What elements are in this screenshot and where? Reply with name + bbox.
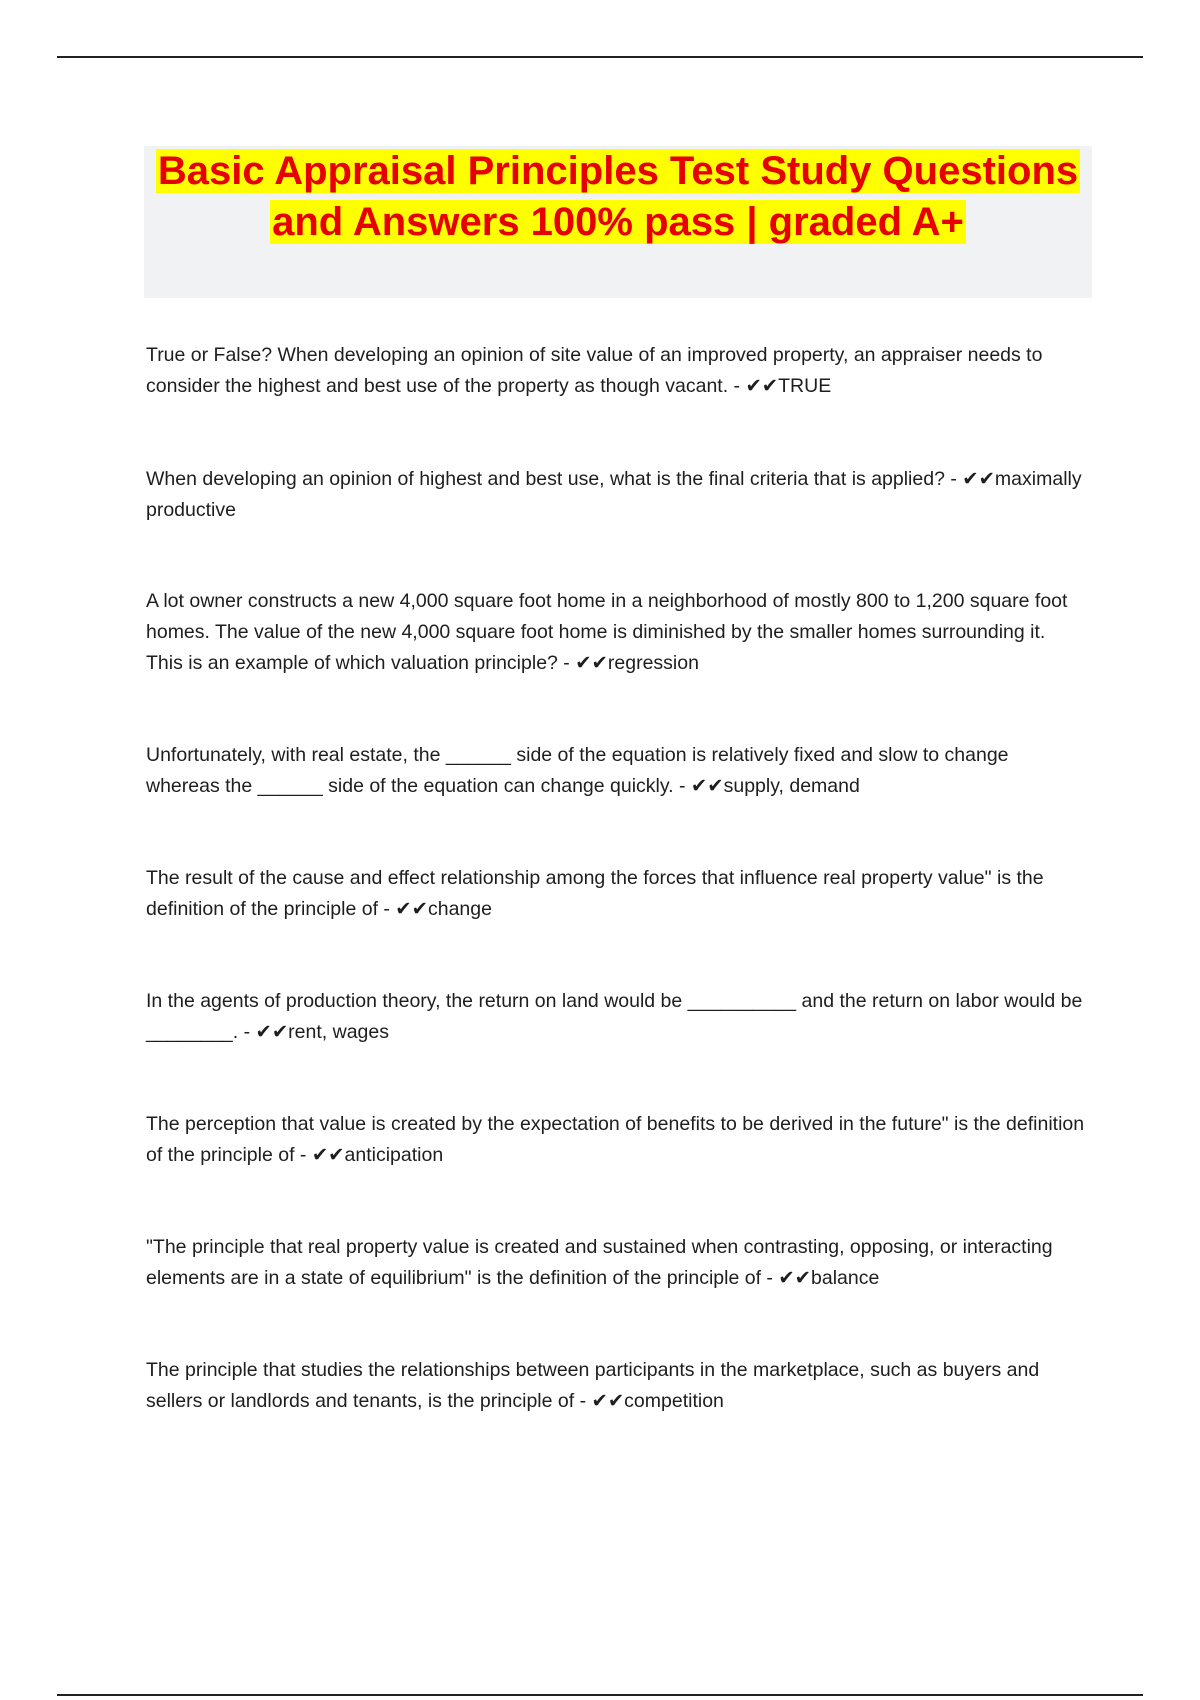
title-box bbox=[144, 146, 1092, 298]
qa-item-8: "The principle that real property value is created and sustained when contrasting, opposing, or interacting elements are in a state of equilibrium" is the definition of the principle of - ✔✔balance bbox=[146, 1236, 1053, 1289]
footer-rule bbox=[57, 1694, 1143, 1696]
document-title-text: Basic Appraisal Principles Test Study Questions and Answers 100% pass | graded A+ bbox=[157, 149, 1079, 244]
qa-item-7: The perception that value is created by the expectation of benefits to be derived in the future" is the definition of the principle of - ✔✔anticipation bbox=[146, 1113, 1085, 1166]
qa-item-4: Unfortunately, with real estate, the ______ side of the equation is relatively fixed and slow to change whereas the ______ side of the equation can change quickly. - ✔✔supply, demand bbox=[146, 744, 1009, 797]
qa-item-1: True or False? When developing an opinion of site value of an improved property, an appraiser needs to consider the highest and best use of the property as though vacant. - ✔✔TRUE bbox=[146, 344, 1043, 397]
document-title bbox=[144, 146, 1092, 248]
qa-item-2: When developing an opinion of highest and best use, what is the final criteria that is applied? - ✔✔maximally productive bbox=[146, 468, 1082, 521]
qa-item-9: The principle that studies the relationships between participants in the marketplace, such as buyers and sellers or landlords and tenants, is the principle of - ✔✔competition bbox=[146, 1359, 1040, 1412]
qa-item-3: A lot owner constructs a new 4,000 square foot home in a neighborhood of mostly 800 to 1,200 square foot homes. The value of the new 4,000 square foot home is diminished by the smaller homes surrounding it. This is an example of which valuation principle? - ✔✔regression bbox=[146, 590, 1068, 674]
header-rule bbox=[57, 56, 1143, 58]
qa-item-5: The result of the cause and effect relationship among the forces that influence real property value" is the definition of the principle of - ✔✔change bbox=[146, 867, 1044, 920]
qa-item-6: In the agents of production theory, the return on land would be __________ and the return on labor would be ________. - ✔✔rent, wages bbox=[146, 990, 1083, 1043]
